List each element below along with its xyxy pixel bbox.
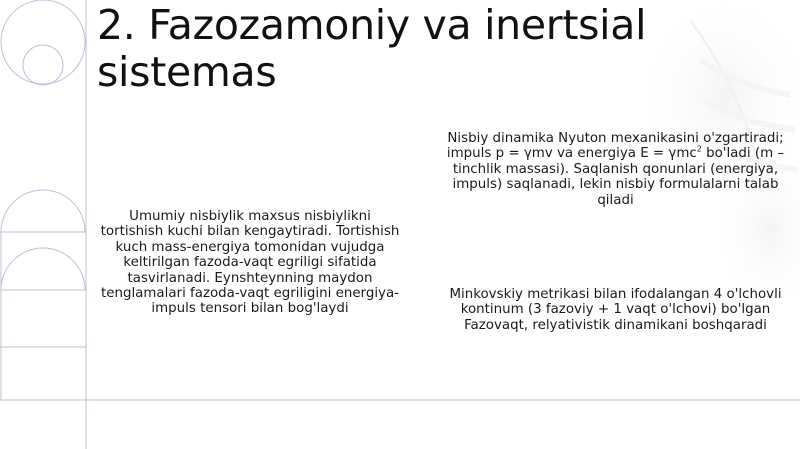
right-top-text-block [443, 131, 788, 208]
deco-circle-large [1, 0, 85, 84]
superscript-two: 2 [696, 144, 702, 154]
slide-title: 2. Fazozamoniy va inertsial sistemas [97, 1, 647, 96]
right-top-text-part2: bo'ladi (m – tinchlik massasi). Saqlanish qonunlari (energiya, impuls) saqlanadi, lekin nisbiy formulalarni talab qiladi [452, 146, 785, 208]
deco-arch [1, 248, 85, 290]
right-top-text-part1: Nisbiy dinamika Nyuton mexanikasini o'zgartiradi; impuls p = γmv va energiya E = γmc [446, 131, 784, 162]
right-bottom-text-block: Minkovskiy metrikasi bilan ifodalangan 4 o'lchovli kontinum (3 fazoviy + 1 vaqt o'lchovi) bo'lgan Fazovaqt, relyativistik dinamikani boshqaradi [449, 287, 782, 333]
left-text-block: Umumiy nisbiylik maxsus nisbiylikni tortishish kuchi bilan kengaytiradi. Tortishish kuch mass-energiya tomonidan vujudga keltirilgan fazoda-vaqt egriligi sifatida tasvirlanadi. Eynshteynning maydon tenglamalari fazoda-vaqt egriligini energiya-impuls tensori bilan bog'laydi [100, 209, 400, 317]
deco-circle-small [23, 45, 63, 85]
